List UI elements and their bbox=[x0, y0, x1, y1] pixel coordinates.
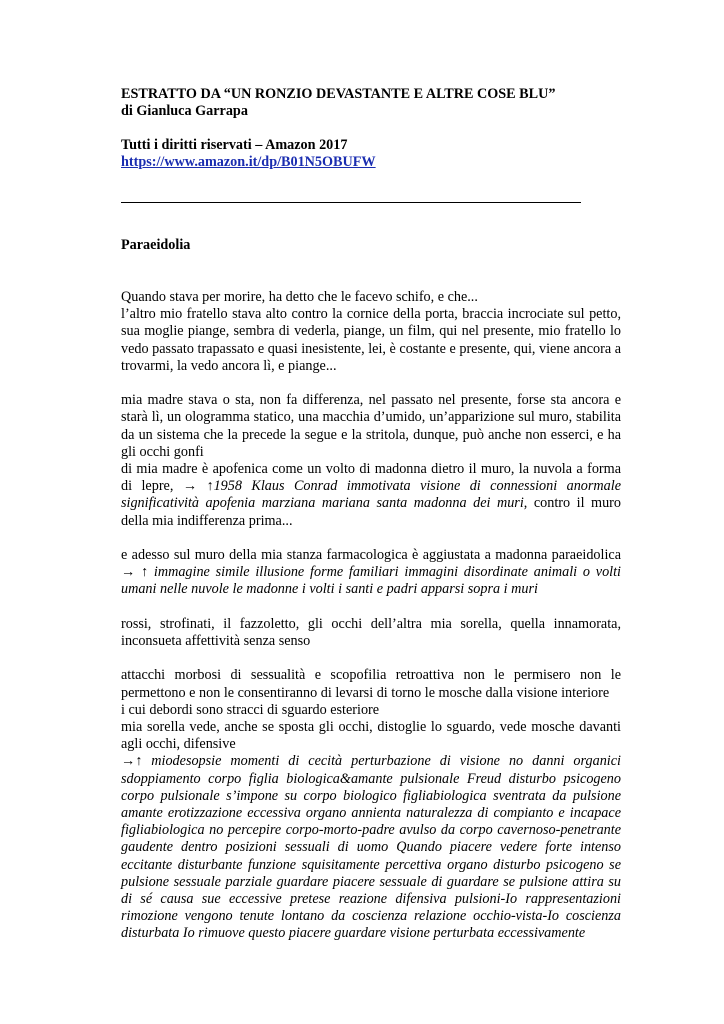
paragraph-5-start: e adesso sul muro della mia stanza farmacologica è aggiustata a madonna paraeidolica → ↑ bbox=[121, 547, 621, 581]
paragraph-4 bbox=[121, 461, 621, 530]
paragraph-5 bbox=[121, 547, 621, 599]
paragraph-2: l’altro mio fratello stava alto contro la cornice della porta, braccia incrociate sul petto, sua moglie piange, sembra di vederla, piange, un film, qui nel presente, mio fratello lo vedo passato trapassato e quasi inesistente, lei, è costante e presente, qui, viene ancora a trovarmi, la vedo ancora lì, e piange... bbox=[121, 306, 621, 374]
paragraph-10 bbox=[121, 753, 621, 942]
paragraph-10-arrow: →↑ bbox=[121, 753, 143, 770]
document-header bbox=[121, 86, 621, 120]
paragraph-4-start: di mia madre è apofenica come un volto di madonna dietro il muro, la nuvola a forma di lepre, → ↑ bbox=[121, 461, 621, 495]
paragraph-4-italic: 1958 Klaus Conrad immotivata visione di connessioni anormale significatività apofenia marziana mariana santa madonna dei muri bbox=[121, 478, 622, 512]
paragraph-4-end: , contro il muro della mia indifferenza prima... bbox=[121, 495, 621, 529]
body-text bbox=[121, 289, 621, 943]
paragraph-6: rossi, strofinati, il fazzoletto, gli occhi dell’altra mia sorella, quella innamorata, inconsueta affettività senza senso bbox=[121, 615, 621, 650]
paragraph-10-italic: miodesopsie momenti di cecità perturbazione di visione no danni organici sdoppiamento corpo figlia biologica&amante pulsionale Freud disturbo psicogeno corpo pulsionale s’impone su corpo biologico figliabiologica sventrata da pulsione amante erotizzazione eccessiva organo annienta naturalezza di compianto e incapace figliabiologica no percepire corpo-morto-padre avulso da corpo cavernoso-penetrante gaudente dentro posizioni sessuali di uomo Quando piacere vedere forte intenso eccitante disturbante funzione squisitamente percettiva organo disturbo psicogeno se pulsione sessuale parziale guardare piacere sessuale di guardare se pulsione attira su di sé causa sue eccessive pretese reazione difensiva pulsioni-Io rappresentazioni rimozione vengono tenute lontano da coscienza relazione occhio-vista-Io coscienza disturbata Io rimuove questo piacere guardare visione perturbata eccessivamente bbox=[121, 753, 621, 942]
header-author: di Gianluca Garrapa bbox=[121, 103, 248, 120]
amazon-link[interactable]: https://www.amazon.it/dp/B01N5OBUFW bbox=[121, 154, 376, 171]
rights-block bbox=[121, 137, 621, 171]
paragraph-3: mia madre stava o sta, non fa differenza, nel passato nel presente, forse sta ancora e starà lì, un ologramma statico, una macchia d’umido, un’apparizione sul muro, stabilita da un sistema che la precede la segue e la stritola, dunque, può anche non esserci, e ha gli occhi gonfi bbox=[121, 392, 621, 460]
paragraph-8: i cui debordi sono stracci di sguardo esteriore bbox=[121, 701, 380, 718]
section-title: Paraeidolia bbox=[121, 237, 191, 253]
horizontal-rule bbox=[121, 202, 581, 203]
paragraph-7: attacchi morbosi di sessualità e scopofilia retroattiva non le permisero non le permettono e non le consentiranno di levarsi di torno le mosche dalla visione interiore bbox=[121, 667, 621, 701]
paragraph-5-italic: immagine simile illusione forme familiari immagini disordinate animali o volti umani nelle nuvole le madonne i volti i santi e padri apparsi sopra i muri bbox=[121, 564, 622, 598]
paragraph-1: Quando stava per morire, ha detto che le facevo schifo, e che... bbox=[121, 289, 478, 305]
header-title: ESTRATTO DA “UN RONZIO DEVASTANTE E ALTRE COSE BLU” bbox=[121, 86, 556, 102]
rights-notice: Tutti i diritti riservati – Amazon 2017 bbox=[121, 137, 348, 153]
paragraph-9: mia sorella vede, anche se sposta gli occhi, distoglie lo sguardo, vede mosche davanti agli occhi, difensive bbox=[121, 719, 621, 753]
